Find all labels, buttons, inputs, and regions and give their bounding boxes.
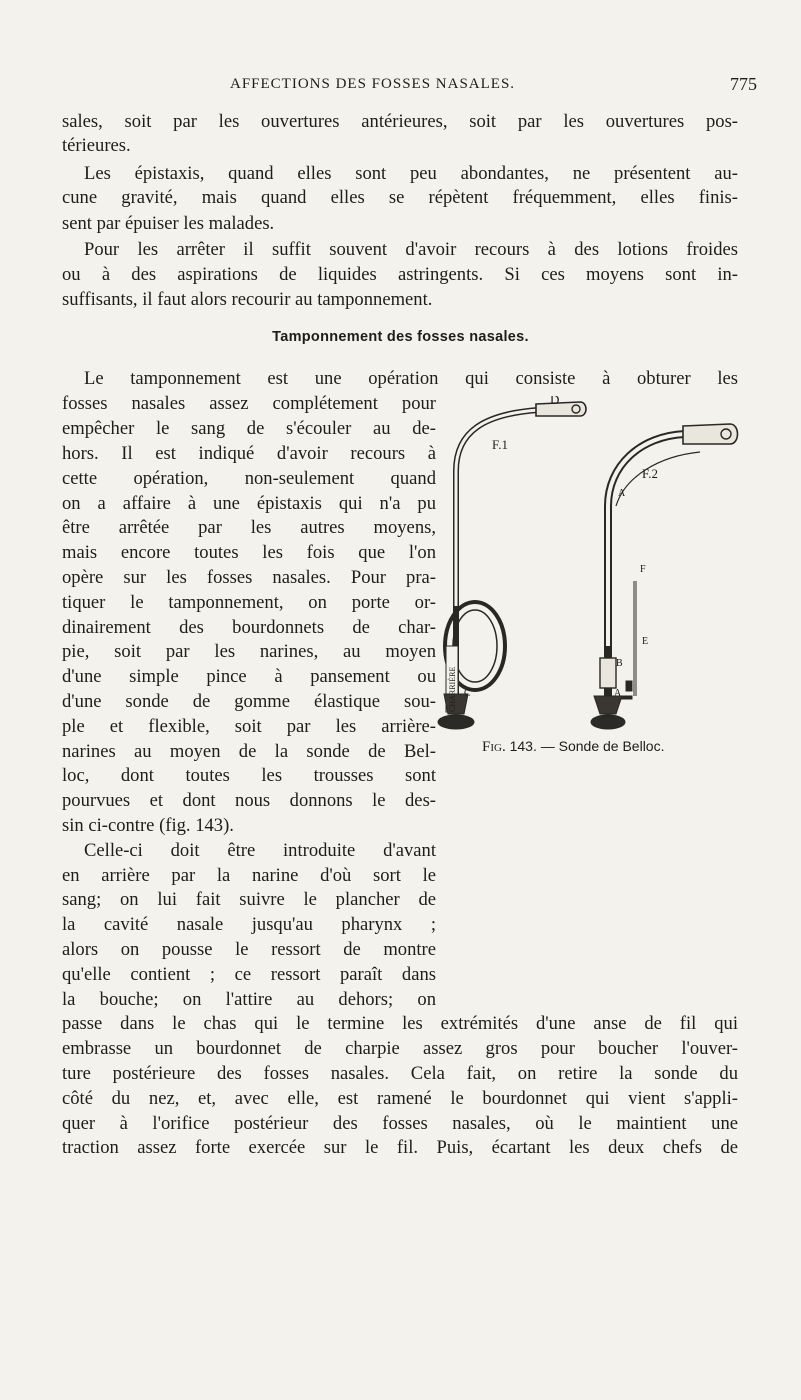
text-line: ple et flexible, soit par les arrière-: [62, 716, 436, 737]
text-line: qu'elle contient ; ce ressort paraît dans: [62, 964, 436, 985]
text-line: sin ci-contre (fig. 143).: [62, 815, 234, 836]
text-line: sales, soit par les ouvertures antérieures, soit par les ouvertures pos-: [62, 111, 738, 132]
text-line: sang; on lui fait suivre le plancher de: [62, 889, 436, 910]
text-line: empêcher le sang de s'écouler au de-: [62, 418, 436, 439]
text-line: tiquer le tamponnement, on porte or-: [62, 592, 436, 613]
text-line: suffisants, il faut alors recourir au tamponnement.: [62, 289, 433, 310]
running-title: AFFECTIONS DES FOSSES NASALES.: [230, 76, 516, 92]
text-line: quer à l'orifice postérieur des fosses nasales, où le maintient une: [62, 1113, 738, 1134]
text-line: ture postérieure des fosses nasales. Cela fait, on retire la sonde du: [62, 1063, 738, 1084]
label-c: C: [464, 688, 471, 699]
text-line: mais encore toutes les fois que l'on: [62, 542, 436, 563]
text-line: pie, soit par les narines, au moyen: [62, 641, 436, 662]
text-line: térieures.: [62, 135, 131, 156]
text-line: Celle-ci doit être introduite d'avant: [84, 840, 436, 861]
page-number: 775: [730, 74, 757, 94]
figure-caption: [482, 738, 664, 756]
label-d: D: [550, 396, 560, 407]
text-line: Le tamponnement est une opération qui consiste à obturer les: [84, 368, 738, 389]
label-f: F: [640, 564, 646, 575]
text-line: Pour les arrêter il suffit souvent d'avoir recours à des lotions froides: [84, 239, 738, 260]
text-line: fosses nasales assez complétement pour: [62, 393, 436, 414]
text-line: cette opération, non-seulement quand: [62, 468, 436, 489]
text-line: narines au moyen de la sonde de Bel-: [62, 741, 436, 762]
caption-text: — Sonde de Belloc.: [540, 738, 665, 754]
label-e: E: [642, 636, 649, 647]
text-line: la bouche; on l'attire au dehors; on: [62, 989, 436, 1010]
text-line: loc, dont toutes les trousses sont: [62, 765, 436, 786]
text-line: on a affaire à une épistaxis qui n'a pu: [62, 493, 436, 514]
text-line: Les épistaxis, quand elles sont peu abondantes, ne présentent au-: [84, 163, 738, 184]
section-title: Tamponnement des fosses nasales.: [272, 329, 529, 345]
text-line: cune gravité, mais quand elles se répètent fréquemment, elles finis-: [62, 187, 738, 208]
text-line: traction assez forte exercée sur le fil. Puis, écartant les deux chefs de: [62, 1137, 738, 1158]
text-line: pourvues et dont nous donnons le des-: [62, 790, 436, 811]
label-a-bottom: A: [614, 688, 622, 699]
text-line: passe dans le chas qui le termine les extrémités d'une anse de fil qui: [62, 1013, 738, 1034]
caption-prefix: Fig.: [482, 739, 506, 755]
page-header: [0, 74, 801, 100]
text-line: opère sur les fosses nasales. Pour pra-: [62, 567, 436, 588]
text-line: d'une sonde de gomme élastique sou-: [62, 691, 436, 712]
text-line: embrasse un bourdonnet de charpie assez gros pour boucher l'ouver-: [62, 1038, 738, 1059]
label-b: B: [616, 658, 623, 669]
maker-stamp: CHARRIÈRE: [448, 666, 457, 712]
text-line: sent par épuiser les malades.: [62, 213, 275, 234]
label-a-top: A: [618, 488, 626, 499]
label-f2: F.2: [642, 466, 658, 481]
text-line: d'une simple pince à pansement ou: [62, 666, 436, 687]
text-line: dinairement des bourdonnets de char-: [62, 617, 436, 638]
text-line: ou à des aspirations de liquides astringents. Si ces moyens sont in-: [62, 264, 738, 285]
caption-number: 143.: [509, 738, 537, 754]
text-line: en arrière par la narine d'où sort le: [62, 865, 436, 886]
text-line: hors. Il est indiqué d'avoir recours à: [62, 443, 436, 464]
label-f1: F.1: [492, 437, 508, 452]
text-line: côté du nez, et, avec elle, est ramené le bourdonnet qui vient s'appli-: [62, 1088, 738, 1109]
text-line: être arrêtée par les autres moyens,: [62, 517, 436, 538]
belloc-sound-figure: [430, 396, 750, 731]
text-line: la cavité nasale jusqu'au pharynx ;: [62, 914, 436, 935]
text-line: alors on pousse le ressort de montre: [62, 939, 436, 960]
